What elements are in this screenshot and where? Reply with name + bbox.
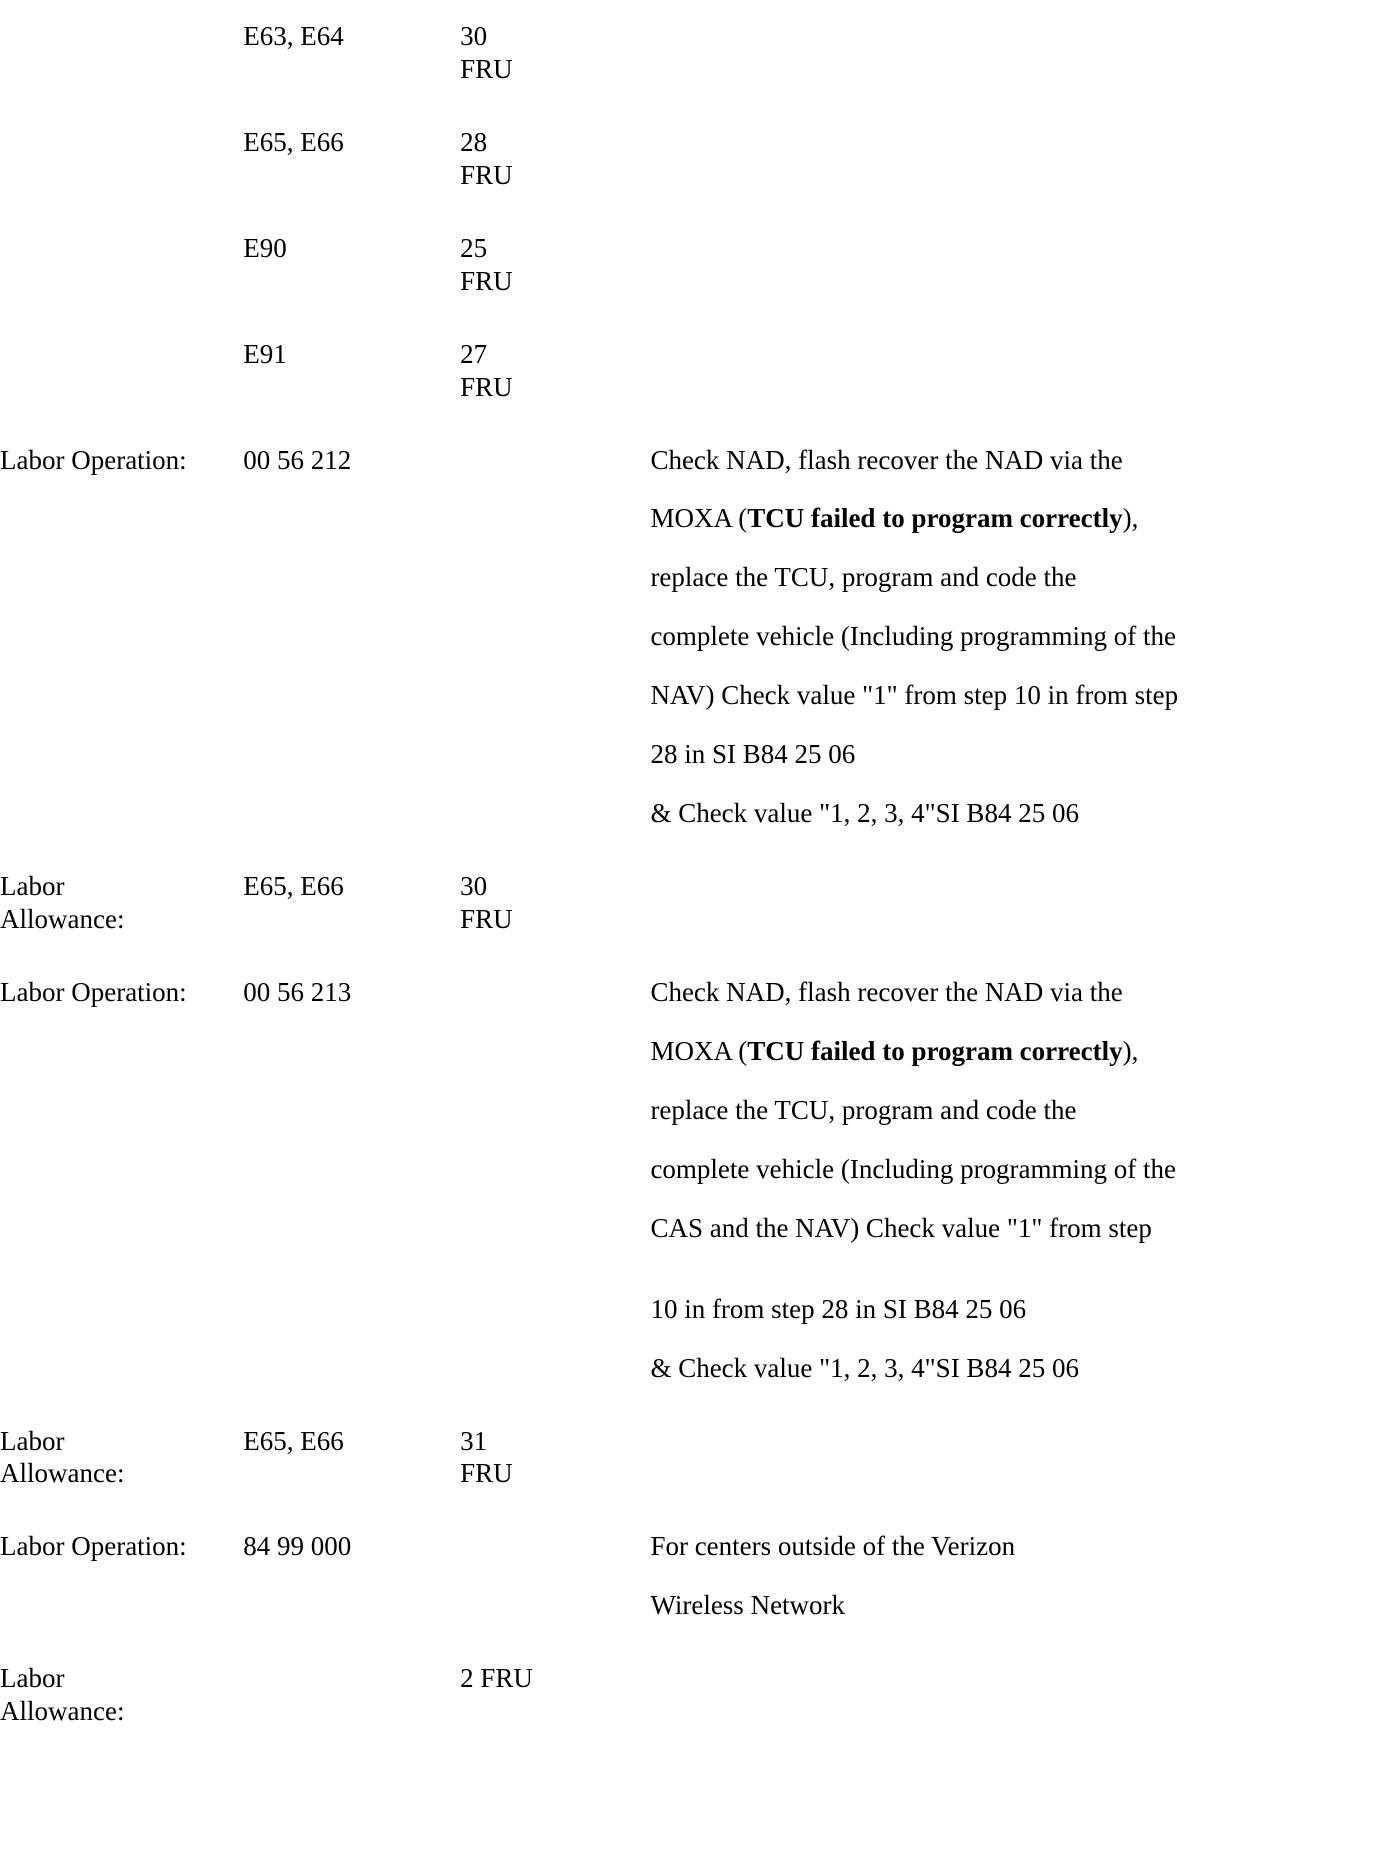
fru-unit: FRU (460, 53, 513, 84)
description-line: CAS and the NAV) Check value "1" from step (650, 1212, 1152, 1243)
fru-cell (460, 212, 650, 318)
labor-operation-row (0, 956, 1376, 1405)
model-code-cell (243, 1405, 460, 1511)
labor-operation-row (0, 1510, 1376, 1642)
description-cell (650, 956, 1376, 1405)
fru-cell (460, 318, 650, 424)
model-code-cell (243, 212, 460, 318)
fru-number: 30 (460, 871, 488, 902)
fru-number: 28 (460, 126, 488, 157)
fru-cell (460, 106, 650, 212)
fru-cell (460, 0, 650, 106)
labor-operation-number: 84 99 000 (243, 1531, 352, 1562)
table-row (0, 318, 1376, 424)
fru-number: 31 (460, 1425, 488, 1456)
model-code-cell (243, 850, 460, 956)
fru-cell (460, 850, 650, 956)
labor-operation-label: Labor Operation: (0, 1531, 187, 1562)
labor-allowance-row (0, 1642, 1376, 1748)
model-code: E65, E66 (243, 871, 344, 902)
description-line: Check NAD, flash recover the NAD via the (650, 976, 1123, 1007)
description-cell (650, 1642, 1376, 1748)
fru-cell (460, 424, 650, 851)
labor-operation-number: 00 56 213 (243, 976, 352, 1007)
labor-allowance-label (0, 850, 243, 956)
description-line: NAV) Check value "1" from step 10 in from step (650, 680, 1179, 711)
description-line: & Check value "1, 2, 3, 4"SI B84 25 06 (650, 1352, 1079, 1383)
fru-unit: FRU (460, 1458, 513, 1489)
fru-cell (460, 956, 650, 1405)
row-label-cell (0, 318, 243, 424)
description-cell (650, 850, 1376, 956)
description-cell (650, 106, 1376, 212)
description-text: MOXA ( (650, 503, 748, 534)
description-text: MOXA ( (650, 1035, 748, 1066)
fru-unit: FRU (460, 265, 513, 296)
labor-allowance-row (0, 850, 1376, 956)
table-row (0, 212, 1376, 318)
labor-operation-label: Labor Operation: (0, 976, 187, 1007)
labor-allowance-label-line2: Allowance: (0, 904, 125, 934)
description-line: replace the TCU, program and code the (650, 1094, 1077, 1125)
labor-allowance-label (0, 1642, 243, 1748)
model-code: E65, E66 (243, 1425, 344, 1456)
model-code: E90 (243, 232, 287, 263)
labor-operation-row (0, 424, 1376, 851)
description-line: 10 in from step 28 in SI B84 25 06 (650, 1293, 1027, 1324)
description-line: For centers outside of the Verizon (650, 1531, 1016, 1562)
fru-number: 2 FRU (460, 1663, 533, 1694)
model-code-cell (243, 318, 460, 424)
description-line (650, 1035, 1376, 1068)
row-label-cell (0, 106, 243, 212)
fru-cell (460, 1642, 650, 1748)
description-cell (650, 0, 1376, 106)
labor-allowance-label-line2: Allowance: (0, 1458, 125, 1489)
description-bold: TCU failed to program correctly (747, 1035, 1123, 1066)
model-code-cell (243, 106, 460, 212)
description-line: & Check value "1, 2, 3, 4"SI B84 25 06 (650, 798, 1079, 829)
description-cell (650, 212, 1376, 318)
description-cell (650, 318, 1376, 424)
description-line: Check NAD, flash recover the NAD via the (650, 444, 1123, 475)
description-cell (650, 1405, 1376, 1511)
labor-allowance-label-line2: Allowance: (0, 1696, 125, 1727)
description-bold: TCU failed to program correctly (747, 503, 1123, 534)
description-cell (650, 424, 1376, 851)
model-code: E63, E64 (243, 21, 344, 51)
labor-allowance-label-line1: Labor (0, 1663, 65, 1694)
description-line: complete vehicle (Including programming of the (650, 621, 1177, 652)
fru-unit: FRU (460, 159, 513, 190)
labor-allowance-row (0, 1405, 1376, 1511)
fru-unit: FRU (460, 904, 513, 934)
description-line: 28 in SI B84 25 06 (650, 739, 856, 770)
labor-allowance-label-line1: Labor (0, 871, 65, 902)
fru-cell (460, 1405, 650, 1511)
table-row (0, 0, 1376, 106)
model-code-cell (243, 0, 460, 106)
row-label-cell (0, 0, 243, 106)
description-line: replace the TCU, program and code the (650, 562, 1077, 593)
table-row (0, 106, 1376, 212)
fru-unit: FRU (460, 371, 513, 402)
labor-allowance-label (0, 1405, 243, 1511)
description-text: ), (1122, 1035, 1139, 1066)
fru-number: 30 (460, 21, 488, 51)
model-code-cell (243, 1642, 460, 1748)
row-label-cell (0, 212, 243, 318)
labor-operation-label: Labor Operation: (0, 444, 187, 475)
description-line: Wireless Network (650, 1590, 846, 1621)
fru-number: 27 (460, 338, 488, 369)
description-line (650, 502, 1376, 535)
description-text: ), (1122, 503, 1139, 534)
fru-cell (460, 1510, 650, 1642)
description-line: complete vehicle (Including programming of the (650, 1153, 1177, 1184)
model-code: E65, E66 (243, 126, 344, 157)
labor-allowance-label-line1: Labor (0, 1425, 65, 1456)
fru-number: 25 (460, 232, 488, 263)
description-cell (650, 1510, 1376, 1642)
labor-operation-number: 00 56 212 (243, 444, 352, 475)
model-code: E91 (243, 338, 287, 369)
